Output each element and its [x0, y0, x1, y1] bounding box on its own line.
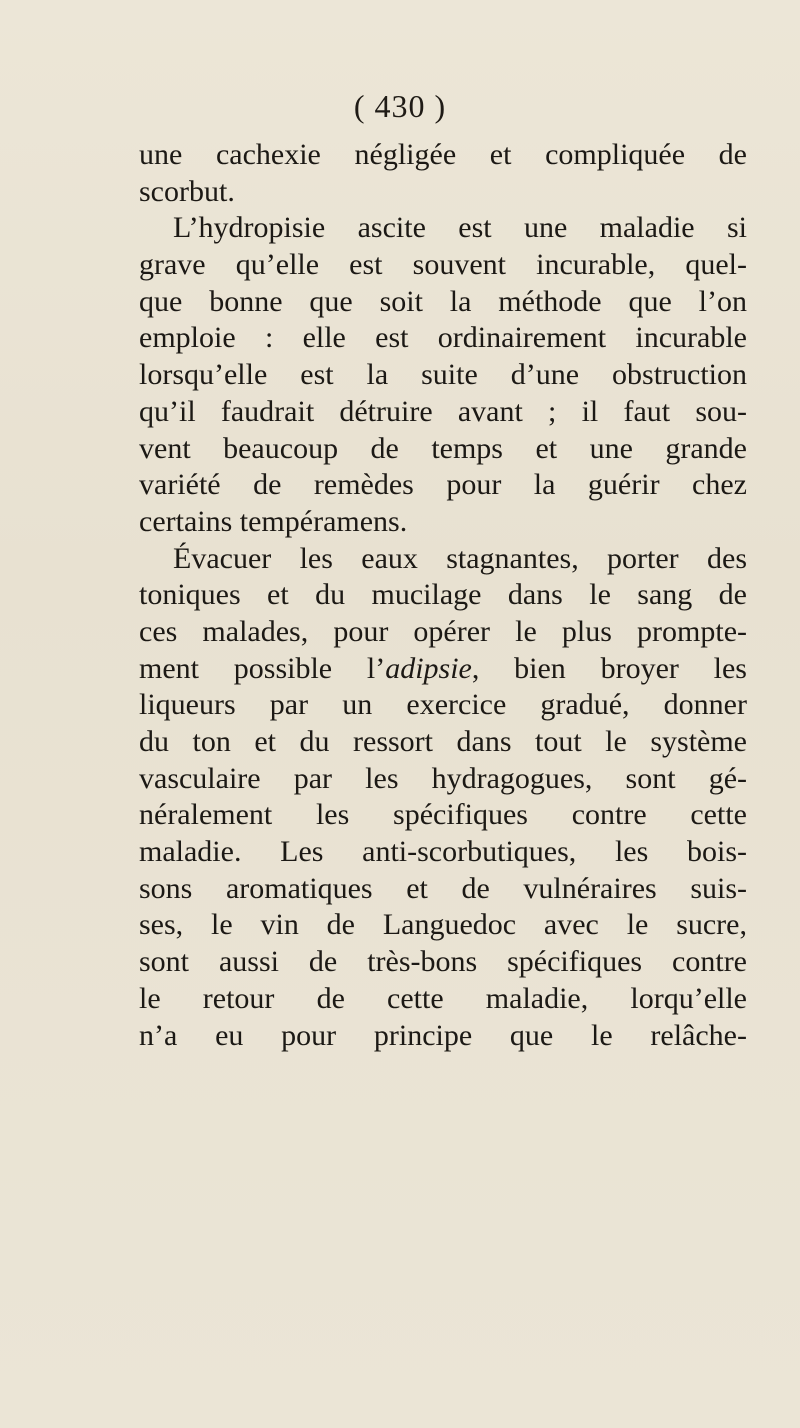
body-text: [139, 137, 747, 1054]
text-line: ses, le vin de Languedoc avec le sucre,: [139, 908, 747, 942]
text-line: vasculaire par les hydragogues, sont gé-: [139, 761, 747, 795]
text-line: néralement les spécifiques contre cette: [139, 798, 747, 832]
text-line: n’a eu pour principe que le relâche-: [139, 1018, 747, 1052]
text-line: toniques et du mucilage dans le sang de: [139, 578, 747, 612]
text-line: qu’il faudrait détruire avant ; il faut sou-: [139, 394, 747, 428]
text-line: vent beaucoup de temps et une grande: [139, 431, 747, 465]
text-line: variété de remèdes pour la guérir chez: [139, 468, 747, 502]
text-line: certains tempéramens.: [139, 504, 408, 538]
italic-word: adipsie: [385, 651, 472, 685]
text-line: une cachexie négligée et compliquée de: [139, 138, 747, 171]
text-line: ces malades, pour opérer le plus prompte-: [139, 614, 747, 648]
text-line: le retour de cette maladie, lorqu’elle: [139, 981, 747, 1015]
text-line: du ton et du ressort dans tout le système: [139, 725, 747, 758]
text-line: grave qu’elle est souvent incurable, quel-: [139, 248, 747, 282]
text-line: que bonne que soit la méthode que l’on: [139, 284, 747, 318]
text-line: liqueurs par un exercice gradué, donner: [139, 688, 747, 722]
text-line: sons aromatiques et de vulnéraires suis-: [139, 871, 747, 905]
text-line: sont aussi de très-bons spécifiques contre: [139, 945, 747, 979]
text-line: Évacuer les eaux stagnantes, porter des: [173, 541, 747, 575]
text-line: scorbut.: [139, 174, 235, 208]
text-line: L’hydropisie ascite est une maladie si: [173, 211, 747, 245]
text-line: emploie : elle est ordinairement incurable: [139, 321, 747, 355]
text-fragment: ment possible l’: [139, 651, 386, 685]
text-line: maladie. Les anti-scorbutiques, les bois-: [139, 835, 747, 869]
text-fragment: , bien broyer les: [471, 651, 747, 685]
text-line: [139, 651, 747, 688]
text-line: lorsqu’elle est la suite d’une obstruction: [139, 358, 747, 392]
page-number: ( 430 ): [353, 88, 447, 124]
